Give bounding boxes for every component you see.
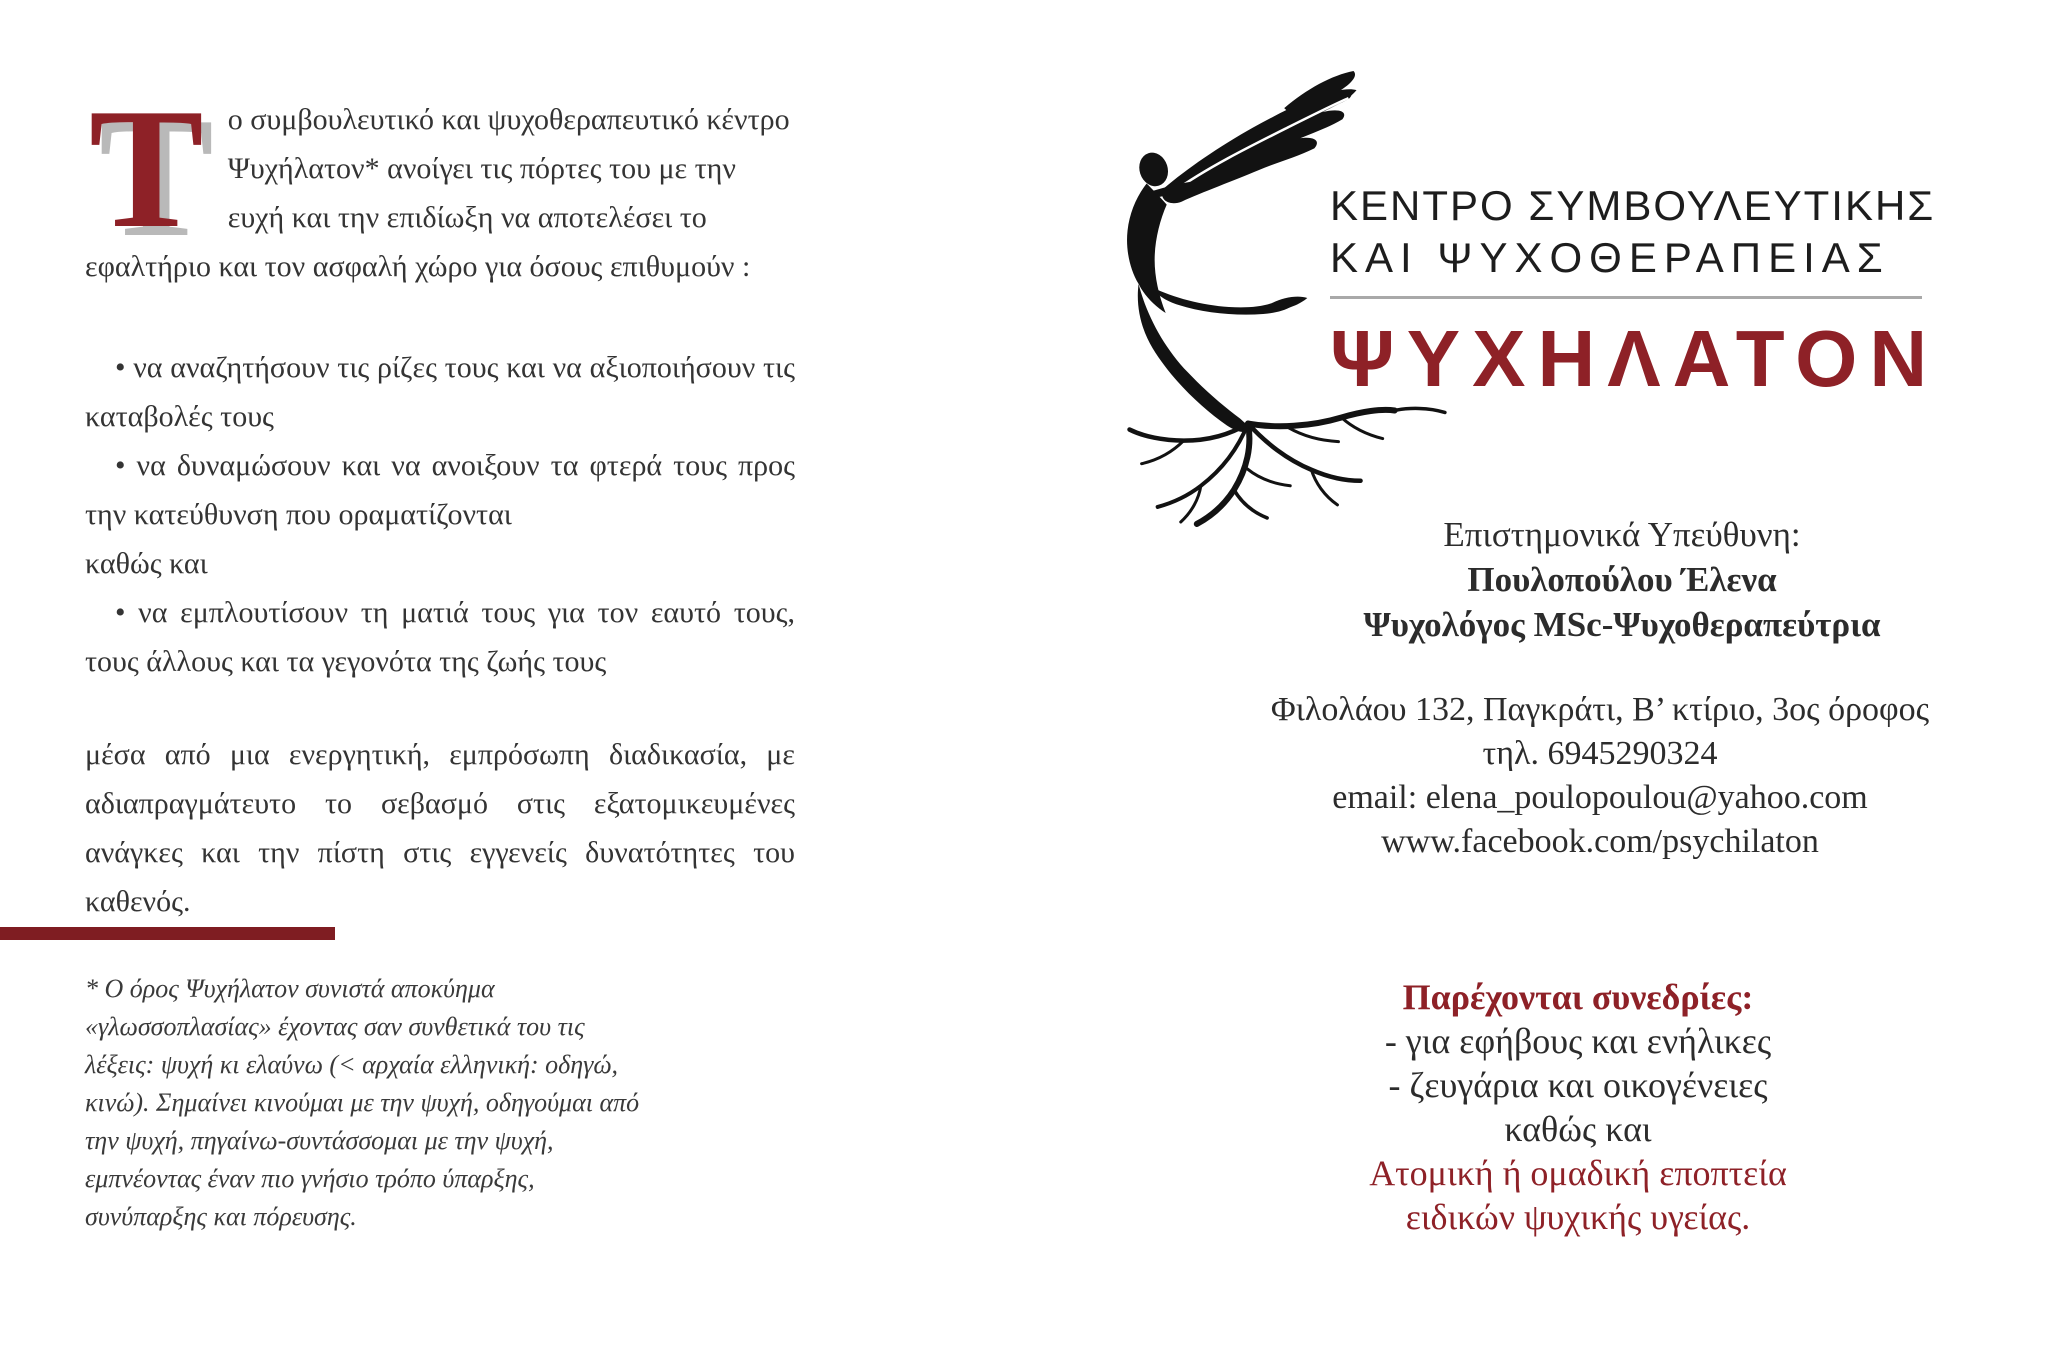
footnote: * Ο όρος Ψυχήλατον συνιστά αποκύημα «γλωσσοπλασίας» έχοντας σαν συνθετικά του τις λέξεις: ψυχή κι ελαύνω (< αρχαία ελληνική: οδηγώ, κινώ). Σημαίνει κινούμαι με την ψυχή, οδηγούμαι από την ψυχή, πηγαίνω-συντάσσομαι με την ψυχή, εμπνέοντας έναν πιο γνήσιο τρόπο ύπαρξης, συνύπαρξης και πόρευσης.: [85, 974, 640, 1231]
services-block: [1218, 975, 1938, 1239]
contact-facebook: www.facebook.com/psychilaton: [1381, 823, 1819, 860]
intro-text: ο συμβουλευτικό και ψυχοθεραπευτικό κέντρο Ψυχήλατον* ανοίγει τις πόρτες του με την ευχή και την επιδίωξη να αποτελέσει το εφαλτήριο και τον ασφαλή χώρο για όσους επιθυμούν :: [85, 103, 790, 283]
connector-line: καθώς και: [85, 547, 208, 580]
services-item: καθώς και: [1504, 1109, 1652, 1149]
services-heading: Παρέχονται συνεδρίες:: [1402, 977, 1754, 1017]
brand-title: ΨΥΧΗΛΑΤΟΝ: [1330, 314, 1940, 403]
responsible-block: [1322, 512, 1922, 647]
responsible-label: Επιστημονικά Υπεύθυνη:: [1443, 515, 1801, 554]
services-highlight-line1: Ατομική ή ομαδική εποπτεία: [1369, 1153, 1787, 1193]
center-name-line2: ΚΑΙ ΨΥΧΟΘΕΡΑΠΕΙΑΣ: [1330, 234, 1890, 281]
center-name-line1: ΚΕΝΤΡΟ ΣΥΜΒΟΥΛΕΥΤΙΚΗΣ: [1330, 182, 1936, 229]
contact-address: Φιλολάου 132, Παγκράτι, Β’ κτίριο, 3ος όροφος: [1270, 691, 1930, 728]
intro-paragraph: [85, 74, 795, 291]
bullet-item: • να αναζητήσουν τις ρίζες τους και να αξιοποιήσουν τις καταβολές τους: [85, 351, 795, 433]
responsible-name: Πουλοπούλου Έλενα: [1467, 560, 1777, 599]
intro-section: [85, 74, 795, 926]
divider-bar: [0, 927, 335, 940]
contact-phone: τηλ. 6945290324: [1482, 735, 1718, 772]
services-highlight-line2: ειδικών ψυχικής υγείας.: [1405, 1197, 1751, 1237]
center-name-block: [1330, 180, 1940, 405]
contact-block: [1180, 688, 2020, 864]
services-item: - για εφήβους και ενήλικες: [1384, 1021, 1772, 1061]
bullet-item: • να εμπλουτίσουν τη ματιά τους για τον εαυτό τους, τους άλλους και τα γεγονότα της ζωής τους: [85, 596, 795, 678]
bullet-item: • να δυναμώσουν και να ανοιξουν τα φτερά τους προς την κατεύθυνση που οραματίζονται: [85, 449, 795, 531]
closing-paragraph: μέσα από μια ενεργητική, εμπρόσωπη διαδικασία, με αδιαπραγμάτευτο το σεβασμό στις εξατομικευμένες ανάγκες και την πίστη στις εγγενείς δυνατότητες του καθενός.: [85, 738, 795, 918]
divider-rule: [1330, 296, 1922, 299]
responsible-title: Ψυχολόγος MSc-Ψυχοθεραπεύτρια: [1363, 605, 1881, 644]
services-item: - ζευγάρια και οικογένειες: [1388, 1065, 1768, 1105]
contact-email: email: elena_poulopoulou@yahoo.com: [1332, 779, 1868, 816]
dropcap-letter: Τ: [89, 74, 204, 264]
